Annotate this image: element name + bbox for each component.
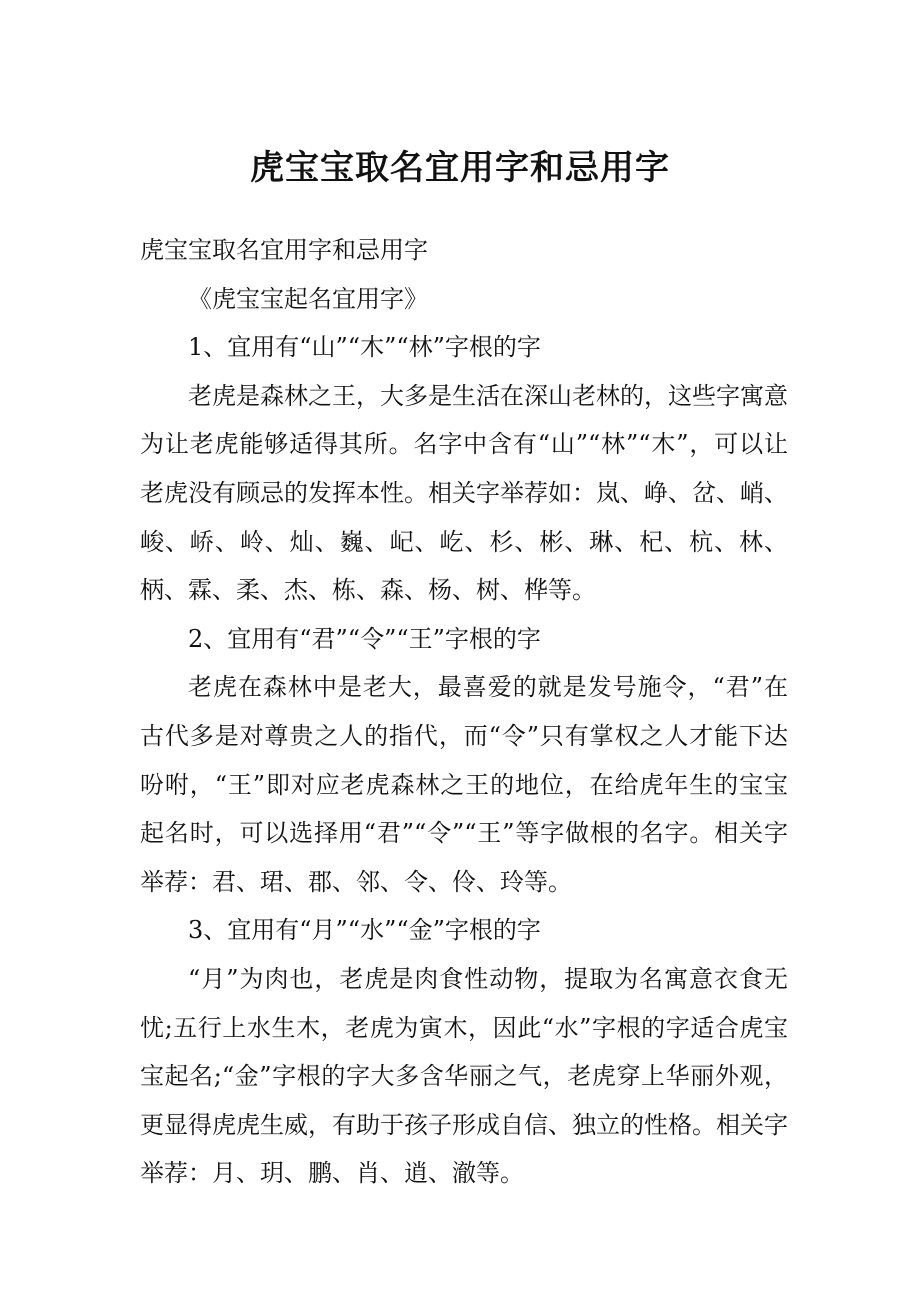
paragraph-section-title: 《虎宝宝起名宜用字》 <box>188 284 428 313</box>
document-body <box>140 226 788 1198</box>
paragraph-item-1-heading: 1、宜用有“山”“木”“林”字根的字 <box>188 333 541 362</box>
document-title: 虎宝宝取名宜用字和忌用字 <box>250 148 670 188</box>
paragraph-item-2-heading: 2、宜用有“君”“令”“王”字根的字 <box>188 624 541 653</box>
paragraph-item-3-heading: 3、宜用有“月”“水”“金”字根的字 <box>188 916 541 945</box>
paragraph-item-3-body: “月”为肉也，老虎是肉食性动物，提取为名寓意衣食无忧;五行上水生木，老虎为寅木，因此“水”字根的字适合虎宝宝起名;“金”字根的字大多含华丽之气，老虎穿上华丽外观，更显得虎虎生威，有助于孩子形成自信、独立的性格。相关字举荐：月、玥、鹏、肖、逍、澈等。 <box>140 964 788 1188</box>
paragraph-item-2-body: 老虎在森林中是老大，最喜爱的就是发号施令，“君”在古代多是对尊贵之人的指代，而“令”只有掌权之人才能下达吩咐，“王”即对应老虎森林之王的地位，在给虎年生的宝宝起名时，可以选择用“君”“令”“王”等字做根的名字。相关字举荐：君、珺、郡、邻、令、伶、玲等。 <box>140 673 788 896</box>
paragraph-heading: 虎宝宝取名宜用字和忌用字 <box>140 236 428 264</box>
paragraph-item-1-body: 老虎是森林之王，大多是生活在深山老林的，这些字寓意为让老虎能够适得其所。名字中含有“山”“林”“木”，可以让老虎没有顾忌的发挥本性。相关字举荐如：岚、峥、岔、峭、峻、峤、岭、灿、巍、屺、屹、杉、彬、琳、杞、杭、林、柄、霖、柔、杰、栋、森、杨、树、桦等。 <box>140 381 788 605</box>
